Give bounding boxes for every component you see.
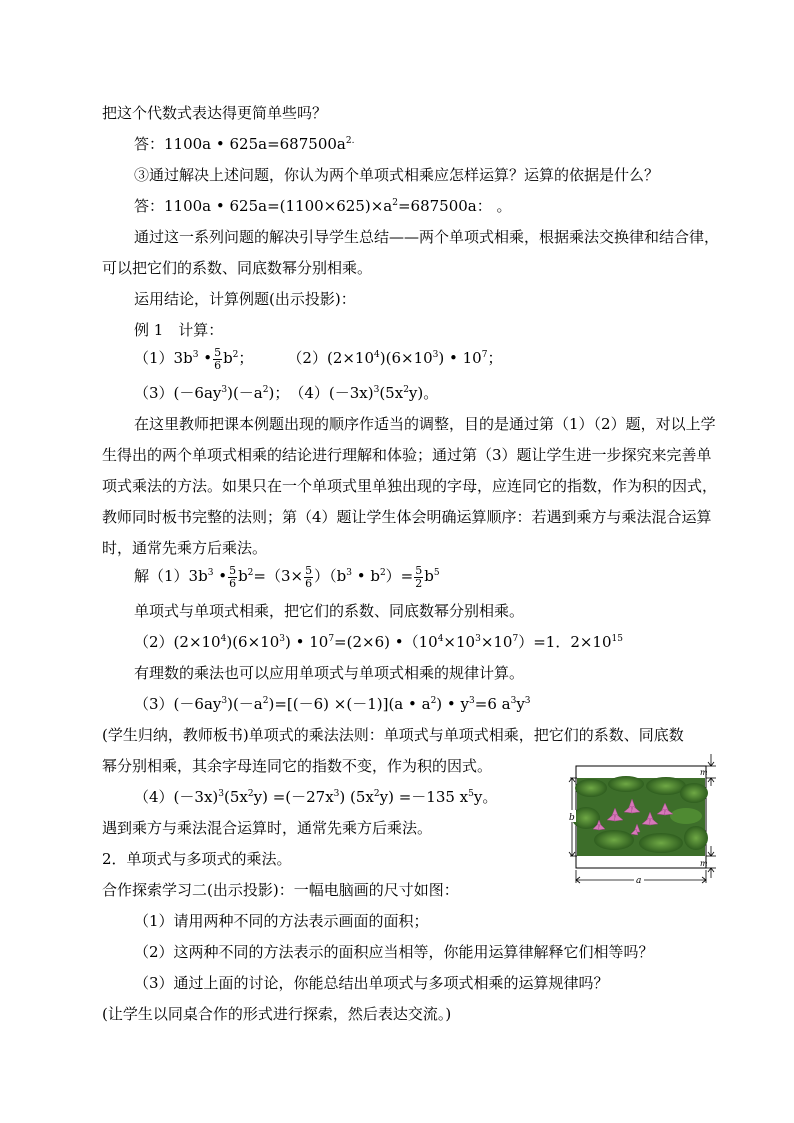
text: b	[223, 349, 233, 367]
solution-line	[134, 787, 497, 807]
text: y)。	[408, 384, 439, 402]
text: ) (5x	[339, 788, 374, 806]
text-line: 在这里教师把课本例题出现的顺序作适当的调整，目的是通过第（1）（2）题，对以上学	[134, 415, 716, 433]
fraction	[213, 347, 222, 372]
numerator: 5	[305, 563, 313, 577]
text-line: （3）通过上面的讨论，你能总结出单项式与多项式相乘的运算规律吗？	[134, 974, 609, 992]
exponent: 3	[207, 568, 214, 578]
text: (5x	[379, 384, 404, 402]
exponent: 2	[379, 568, 386, 578]
text-line: 教师同时板书完整的法则；第（4）题让学生体会明确运算顺序：若遇到乘方与乘法混合运算	[102, 508, 712, 526]
text: (5x	[224, 788, 248, 806]
exponent: 2	[430, 696, 437, 706]
text: )(6×10	[379, 349, 433, 367]
text: •	[213, 567, 228, 585]
label-a: a	[636, 876, 642, 886]
text: ；	[238, 349, 254, 367]
fraction	[414, 565, 423, 590]
numerator: 5	[415, 563, 423, 577]
painting-image	[572, 776, 708, 856]
text: ）=	[385, 567, 414, 585]
label-m-bottom: m	[700, 859, 708, 868]
text: )(6×10	[226, 633, 280, 651]
exponent: 3	[475, 634, 481, 644]
solution-line	[134, 694, 531, 714]
exponent: 3	[192, 350, 199, 360]
text: )； （4）(－3x)	[268, 384, 374, 402]
text: ）=1．2×10	[518, 633, 612, 651]
text-line: 幂分别相乘，其余字母连同它的指数不变，作为积的因式。	[102, 757, 493, 775]
text: y) =(－27x	[253, 788, 334, 806]
denominator: 2	[415, 576, 423, 590]
text-line: （1）请用两种不同的方法表示画面的面积；	[134, 912, 429, 930]
text: y	[516, 695, 525, 713]
exponent: 3	[346, 568, 352, 578]
text: y) =－135 x	[379, 788, 469, 806]
painting-dimension-figure	[566, 748, 726, 888]
denominator: 6	[229, 576, 237, 590]
text: ) • y	[436, 695, 470, 713]
text-line: 生得出的两个单项式相乘的结论进行理解和体验；通过第（3）题让学生进一步探究来完善单	[102, 446, 712, 464]
exponent: 3	[469, 696, 475, 706]
text: •	[198, 349, 213, 367]
math-line	[134, 383, 438, 403]
text: （1）3b	[134, 349, 193, 367]
text: （2）(2×10	[287, 349, 375, 367]
exponent: 5	[433, 568, 440, 578]
label-m-top: m	[700, 768, 708, 777]
text: )=[(－6) ×(－1)](a • a	[268, 695, 431, 713]
denominator: 6	[305, 576, 313, 590]
exponent: 4	[220, 634, 227, 644]
exponent: 2	[247, 789, 254, 799]
exponent: 2.	[345, 136, 355, 146]
exponent: 7	[481, 350, 488, 360]
exponent: 3	[279, 634, 285, 644]
text: 答：1100a • 625a=(1100×625)×a	[134, 197, 393, 215]
exponent: 3	[432, 350, 439, 360]
math-line	[134, 343, 502, 373]
text: （4）(－3x)	[134, 788, 219, 806]
text-line: 遇到乘方与乘法混合运算时，通常先乘方后乘法。	[102, 819, 433, 837]
text: )(－a	[227, 384, 263, 402]
exponent: 3	[218, 789, 224, 799]
exponent: 4	[437, 634, 444, 644]
text: 解（1）3b	[134, 567, 208, 585]
exponent: 2	[403, 385, 409, 395]
exponent: 2	[232, 350, 239, 360]
text-line: 通过这一系列问题的解决引导学生总结——两个单项式相乘，根据乘法交换律和结合律，	[134, 228, 720, 246]
text: （2）(2×10	[134, 633, 221, 651]
exponent: 2	[373, 789, 380, 799]
text-line: 可以把它们的系数、同底数幂分别相乘。	[102, 259, 373, 277]
fraction	[228, 565, 237, 590]
text-line: （2）这两种不同的方法表示的面积应当相等，你能用运算律解释它们相等吗？	[134, 943, 654, 961]
text: =(2×6) •（10	[334, 633, 438, 651]
exponent: 2	[262, 696, 269, 706]
exponent: 2	[247, 568, 254, 578]
section-heading: 2．单项式与多项式的乘法。	[102, 850, 292, 868]
exponent: 3	[510, 696, 517, 706]
numerator: 5	[214, 345, 222, 359]
exponent: 3	[221, 696, 228, 706]
text: （3）(－6ay	[134, 384, 222, 402]
example-heading: 例 1 计算：	[134, 321, 224, 339]
text-line: 有理数的乘法也可以应用单项式与单项式相乘的规律计算。	[134, 664, 525, 682]
exponent: 3	[333, 789, 340, 799]
text-line: 把这个代数式表达得更简单些吗？	[102, 104, 328, 122]
text: =（3×	[253, 567, 304, 585]
text: ×10	[480, 633, 513, 651]
denominator: 6	[214, 358, 222, 372]
text: ) • 10	[284, 633, 329, 651]
text-line: 时，通常先乘方后乘法。	[102, 539, 268, 557]
text: ) • 10	[438, 349, 482, 367]
exponent: 2	[262, 385, 269, 395]
question-line: ③通过解决上述问题，你认为两个单项式相乘应怎样运算？运算的依据是什么？	[134, 166, 660, 184]
text: 答：1100a • 625a=687500a	[134, 135, 346, 153]
solution-line	[134, 632, 623, 652]
text-line: 运用结论，计算例题(出示投影)：	[134, 290, 356, 308]
fraction	[304, 565, 313, 590]
text: y。	[473, 788, 498, 806]
text-line: (学生归纳，教师板书)单项式的乘法法则：单项式与单项式相乘，把它们的系数、同底数	[102, 726, 684, 744]
exponent: 7	[328, 634, 335, 644]
text: b	[238, 567, 248, 585]
text-line: (让学生以同桌合作的形式进行探索，然后表达交流。)	[102, 1005, 452, 1023]
text: ；	[487, 349, 503, 367]
exponent: 5	[468, 789, 474, 799]
text: （3）(－6ay	[134, 695, 222, 713]
numerator: 5	[229, 563, 237, 577]
text: =687500a： 。	[397, 197, 512, 215]
exponent: 4	[374, 350, 380, 360]
exponent: 3	[221, 385, 228, 395]
text-line: 单项式与单项式相乘，把它们的系数、同底数幂分别相乘。	[134, 602, 525, 620]
text-line: 合作探索学习二(出示投影)：一幅电脑画的尺寸如图：	[102, 881, 459, 899]
label-b: b	[569, 813, 575, 823]
text: b	[424, 567, 434, 585]
solution-line	[134, 561, 440, 591]
exponent: 15	[611, 634, 623, 644]
text: )(－a	[227, 695, 263, 713]
text: =6 a	[474, 695, 511, 713]
exponent: 2	[392, 198, 398, 208]
exponent: 3	[373, 385, 380, 395]
text-line: 项式乘法的方法。如果只在一个单项式里单独出现的字母，应连同它的指数，作为积的因式，	[102, 477, 718, 495]
answer-line	[134, 134, 354, 154]
answer-line	[134, 196, 512, 216]
exponent: 3	[524, 696, 531, 706]
text: • b	[351, 567, 380, 585]
text: ×10	[443, 633, 476, 651]
exponent: 7	[512, 634, 519, 644]
text: ）（b	[314, 567, 347, 585]
